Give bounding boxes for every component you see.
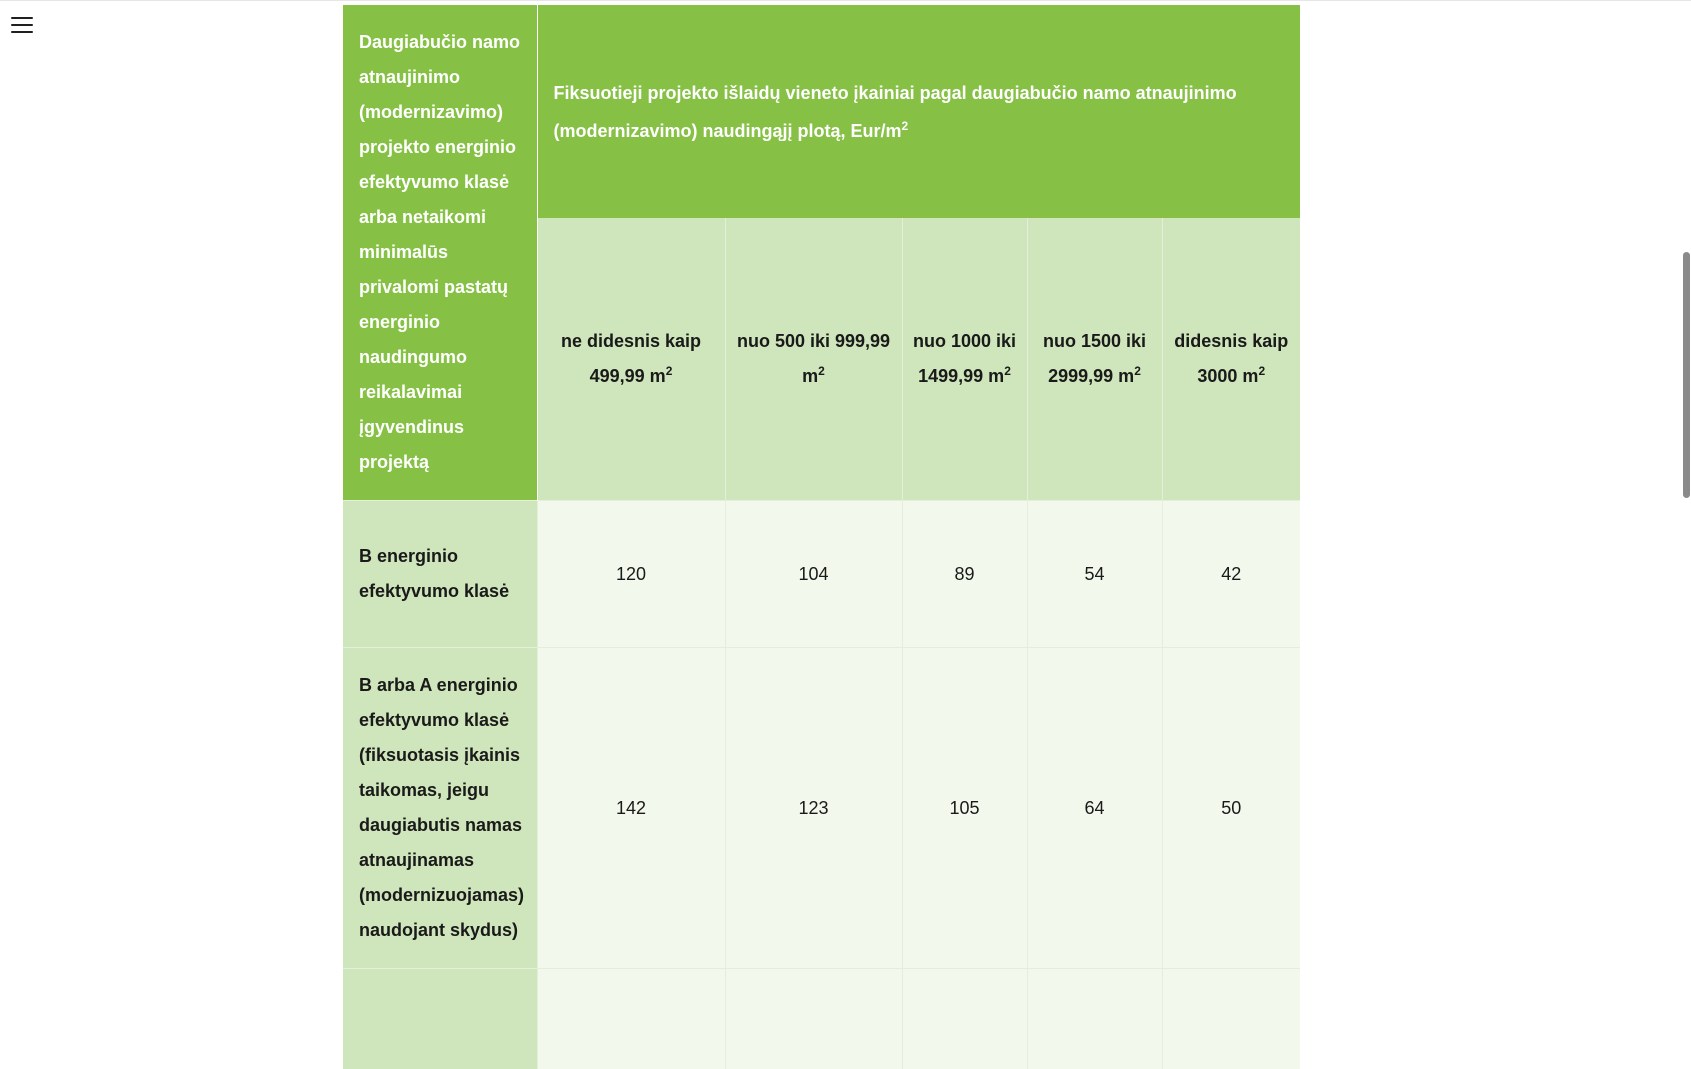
table-cell: 120 bbox=[537, 501, 725, 648]
column-header bbox=[1027, 218, 1162, 500]
table-cell: 54 bbox=[1027, 501, 1162, 648]
column-header bbox=[902, 218, 1027, 500]
hamburger-menu-icon[interactable] bbox=[10, 15, 34, 35]
column-header-sup: 2 bbox=[818, 364, 825, 378]
column-header bbox=[537, 218, 725, 500]
table-cell-empty bbox=[537, 969, 725, 1069]
column-header-label: nuo 500 iki 999,99 m bbox=[737, 331, 890, 386]
table-cell: 123 bbox=[725, 648, 902, 969]
corner-header: Daugiabučio namo atnaujinimo (modernizavimo) projekto energinio efektyvumo klasė arba netaikomi minimalūs privalomi pastatų energinio naudingumo reikalavimai įgyvendinus projektą bbox=[343, 5, 537, 501]
row-label: B arba A energinio efektyvumo klasė (fiksuotasis įkainis taikomas, jeigu daugiabutis namas atnaujinamas (modernizuojamas) naudojant skydus) bbox=[343, 648, 537, 969]
table-cell-empty bbox=[725, 969, 902, 1069]
table-cell: 89 bbox=[902, 501, 1027, 648]
pricing-table-container bbox=[343, 5, 1300, 1005]
table-cell: 105 bbox=[902, 648, 1027, 969]
column-header-sup: 2 bbox=[666, 364, 673, 378]
scrollbar-thumb[interactable] bbox=[1683, 252, 1690, 498]
table-cell: 42 bbox=[1162, 501, 1300, 648]
column-header-sup: 2 bbox=[1134, 364, 1141, 378]
table-row-partial bbox=[343, 969, 1300, 1069]
scrollbar[interactable] bbox=[1681, 0, 1691, 949]
column-header-label: didesnis kaip 3000 m bbox=[1174, 331, 1288, 386]
table-cell-empty bbox=[902, 969, 1027, 1069]
column-header-sup: 2 bbox=[1258, 364, 1265, 378]
column-header-sup: 2 bbox=[1004, 364, 1011, 378]
table-row bbox=[343, 648, 1300, 969]
main-header-text: Fiksuotieji projekto išlaidų vieneto įkainiai pagal daugiabučio namo atnaujinimo (modernizavimo) naudingąjį plotą, Eur/m bbox=[554, 83, 1237, 141]
table-cell: 50 bbox=[1162, 648, 1300, 969]
main-header-sup: 2 bbox=[902, 119, 909, 133]
top-divider bbox=[0, 0, 1691, 1]
row-label: B energinio efektyvumo klasė bbox=[343, 501, 537, 648]
column-header bbox=[1162, 218, 1300, 500]
column-header bbox=[725, 218, 902, 500]
column-header-label: ne didesnis kaip 499,99 m bbox=[561, 331, 701, 386]
table-row bbox=[343, 501, 1300, 648]
fixed-unit-cost-table bbox=[343, 5, 1300, 1069]
table-cell-empty bbox=[1162, 969, 1300, 1069]
table-cell-empty bbox=[1027, 969, 1162, 1069]
table-cell: 64 bbox=[1027, 648, 1162, 969]
column-header-label: nuo 1500 iki 2999,99 m bbox=[1043, 331, 1146, 386]
main-header bbox=[537, 5, 1300, 218]
row-label-empty bbox=[343, 969, 537, 1069]
table-cell: 142 bbox=[537, 648, 725, 969]
table-cell: 104 bbox=[725, 501, 902, 648]
column-header-label: nuo 1000 iki 1499,99 m bbox=[913, 331, 1016, 386]
